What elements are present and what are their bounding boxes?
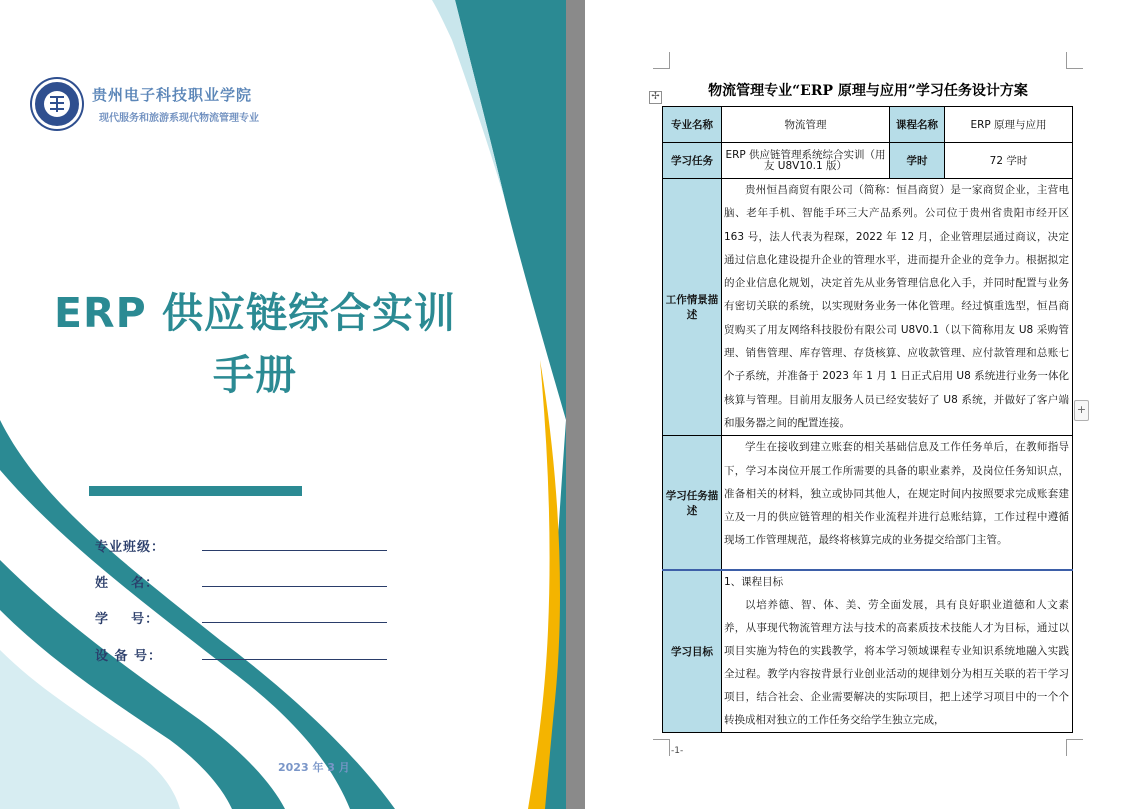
crop-mark-top-left: [653, 52, 670, 69]
work-scenario-cell[interactable]: [722, 179, 1073, 436]
expand-plus-icon[interactable]: +: [1074, 400, 1089, 421]
cover-title-line2: 手册: [213, 351, 297, 399]
field-label: 学 号：: [95, 612, 160, 627]
hours-value[interactable]: 72 学时: [945, 143, 1073, 179]
school-name: 贵州电子科技职业学院: [92, 86, 253, 104]
field-device-no: [95, 645, 395, 665]
major-label: 专业名称: [663, 107, 722, 143]
document-page[interactable]: [585, 0, 1145, 809]
goal-cell[interactable]: [722, 570, 1073, 733]
hours-label: 学时: [890, 143, 945, 179]
goal-label: 学习目标: [663, 570, 722, 733]
cover-accent-bar: [89, 486, 302, 496]
crop-mark-bottom-left: [653, 739, 670, 756]
table-row: [663, 107, 1073, 143]
work-scenario-label: 工作情景描述: [663, 179, 722, 436]
major-value[interactable]: 物流管理: [722, 107, 890, 143]
goal-text: 以培养德、智、体、美、劳全面发展，具有良好职业道德和人文素养，从事现代物流管理方法与技术的高素质技术技能人才为目标，通过以项目实施为特色的实践教学，将本学习领域课程专业知识系统地融入实践全过程。教学内容按背景行业创业活动的规律划分为相互关联的若干学习项目，结合社会、企业需要解决的实际项目，把上述学习项目中的一个个转换成相对独立的工作任务交给学生独立完成，: [724, 598, 1069, 726]
teal-panel-top: [455, 0, 566, 420]
table-row: [663, 143, 1073, 179]
learning-task-cell[interactable]: [722, 436, 1073, 570]
cover-title-line1: ERP 供应链综合实训: [54, 289, 456, 337]
table-row: [663, 179, 1073, 436]
learning-task-text: 学生在接收到建立账套的相关基础信息及工作任务单后，在教师指导下，学习本岗位开展工作所需要的具备的职业素养，及岗位任务知识点，准备相关的材料，独立或协同其他人，在规定时间内按照要求完成账套建立及一月的供应链管理的相关作业流程并进行总账结算，工作过程中遵循现场工作管理规范，最终将核算完成的业务提交给部门主管。: [724, 441, 1069, 547]
course-value[interactable]: ERP 原理与应用: [945, 107, 1073, 143]
course-label: 课程名称: [890, 107, 945, 143]
table-move-handle-icon[interactable]: ✢: [649, 91, 662, 104]
field-label: 设 备 号：: [95, 649, 163, 664]
field-underline[interactable]: [202, 586, 387, 587]
table-row: [663, 436, 1073, 570]
field-class: [95, 536, 395, 556]
cover-title: [40, 282, 470, 406]
field-underline[interactable]: [202, 550, 387, 551]
field-label: 姓 名：: [95, 576, 160, 591]
field-name: [95, 572, 395, 592]
plan-table[interactable]: [662, 106, 1073, 733]
task-value[interactable]: ERP 供应链管理系统综合实训（用友 U8V10.1 版）: [722, 143, 890, 179]
cover-page: [0, 0, 566, 809]
school-logo: [32, 79, 82, 129]
field-student-id: [95, 608, 395, 628]
field-label: 专业班级：: [95, 540, 166, 555]
field-underline[interactable]: [202, 622, 387, 623]
goal-heading: 1、课程目标: [724, 575, 784, 588]
table-row: [663, 570, 1073, 733]
page-number: -1-: [671, 746, 684, 756]
field-underline[interactable]: [202, 659, 387, 660]
crop-mark-top-right: [1066, 52, 1083, 69]
cover-date: 2023 年 3 月: [278, 761, 350, 774]
document-title: 物流管理专业“ERP 原理与应用”学习任务设计方案: [708, 83, 1028, 99]
task-label: 学习任务: [663, 143, 722, 179]
learning-task-label: 学习任务描述: [663, 436, 722, 570]
school-subtitle: 现代服务和旅游系现代物流管理专业: [99, 113, 259, 124]
crop-mark-bottom-right: [1066, 739, 1083, 756]
work-scenario-text: 贵州恒昌商贸有限公司（简称：恒昌商贸）是一家商贸企业，主营电脑、老年手机、智能手环三大产品系列。公司位于贵州省贵阳市经开区 163 号，法人代表为程琛，2022 年 12 月，企业管理层通过商议，决定通过信息化建设提升企业的管理水平，进而提升企业的竞争力。根据拟定的企业信息化规划，决定首先从业务管理信息化入手，并同时配置与业务有密切关联的系统，以实现财务业务一体化管理。经过慎重选型，恒昌商贸购买了用友网络科技股份有限公司 U8V0.1（以下简称用友 U8 采购管理、销售管理、库存管理、存货核算、应收款管理、应付款管理和总账七个子系统，并准备于 2023 年 1 月 1 日正式启用 U8 系统进行业务一体化核算与管理。目前用友服务人员已经安装好了 U8 系统，并做好了客户端和服务器之间的配置连接。: [724, 184, 1069, 429]
